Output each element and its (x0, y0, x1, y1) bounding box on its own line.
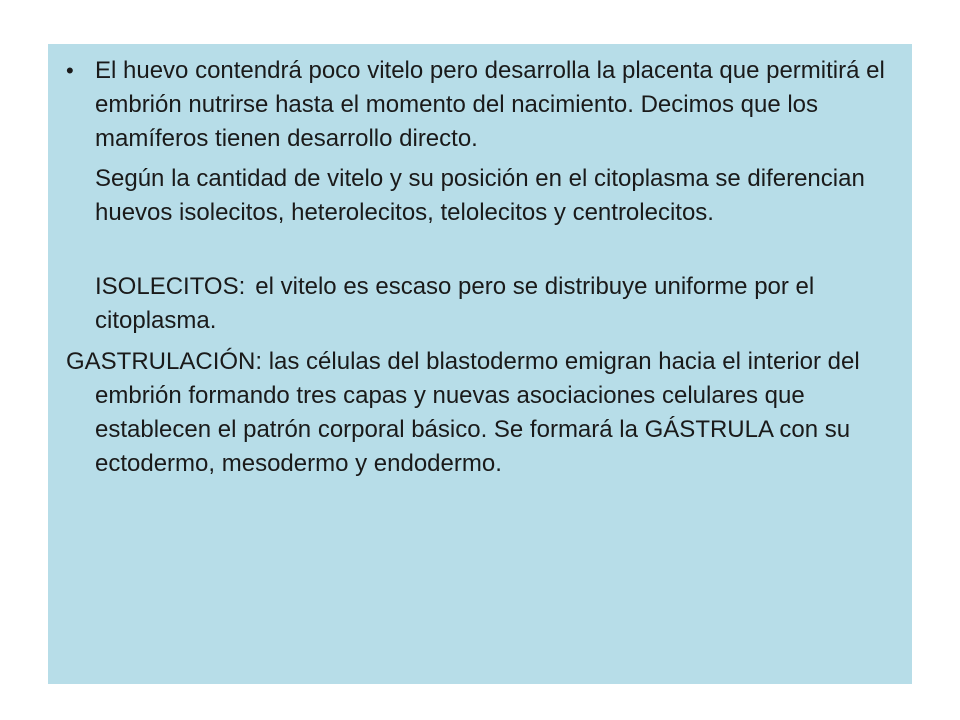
gastrulacion-term: GASTRULACIÓN: (66, 348, 263, 375)
paragraph-placenta-text: El huevo contendrá poco vitelo pero desarrolla la placenta que permitirá el embrión nutrirse hasta el momento del nacimiento. Decimos que los mamíferos tienen desarrollo directo. (95, 57, 885, 152)
paragraph-placenta (66, 54, 892, 156)
bullet-icon: • (66, 58, 74, 83)
paragraph-isolecitos (66, 270, 892, 338)
slide-content (48, 44, 912, 684)
paragraph-gastrulacion (66, 345, 892, 481)
isolecitos-term: ISOLECITOS: (95, 273, 246, 300)
gastrulacion-definition: las células del blastodermo emigran hacia el interior del embrión formando tres capas y nuevas asociaciones celulares que establecen el patrón corporal básico. Se formará la GÁSTRULA con su ectodermo, mesodermo y endodermo. (95, 348, 860, 477)
paragraph-egg-types-text: Según la cantidad de vitelo y su posición en el citoplasma se diferencian huevos isolecitos, heterolecitos, telolecitos y centrolecitos. (95, 165, 865, 226)
isolecitos-definition: el vitelo es escaso pero se distribuye uniforme por el citoplasma. (95, 273, 815, 334)
paragraph-egg-types (66, 162, 892, 230)
